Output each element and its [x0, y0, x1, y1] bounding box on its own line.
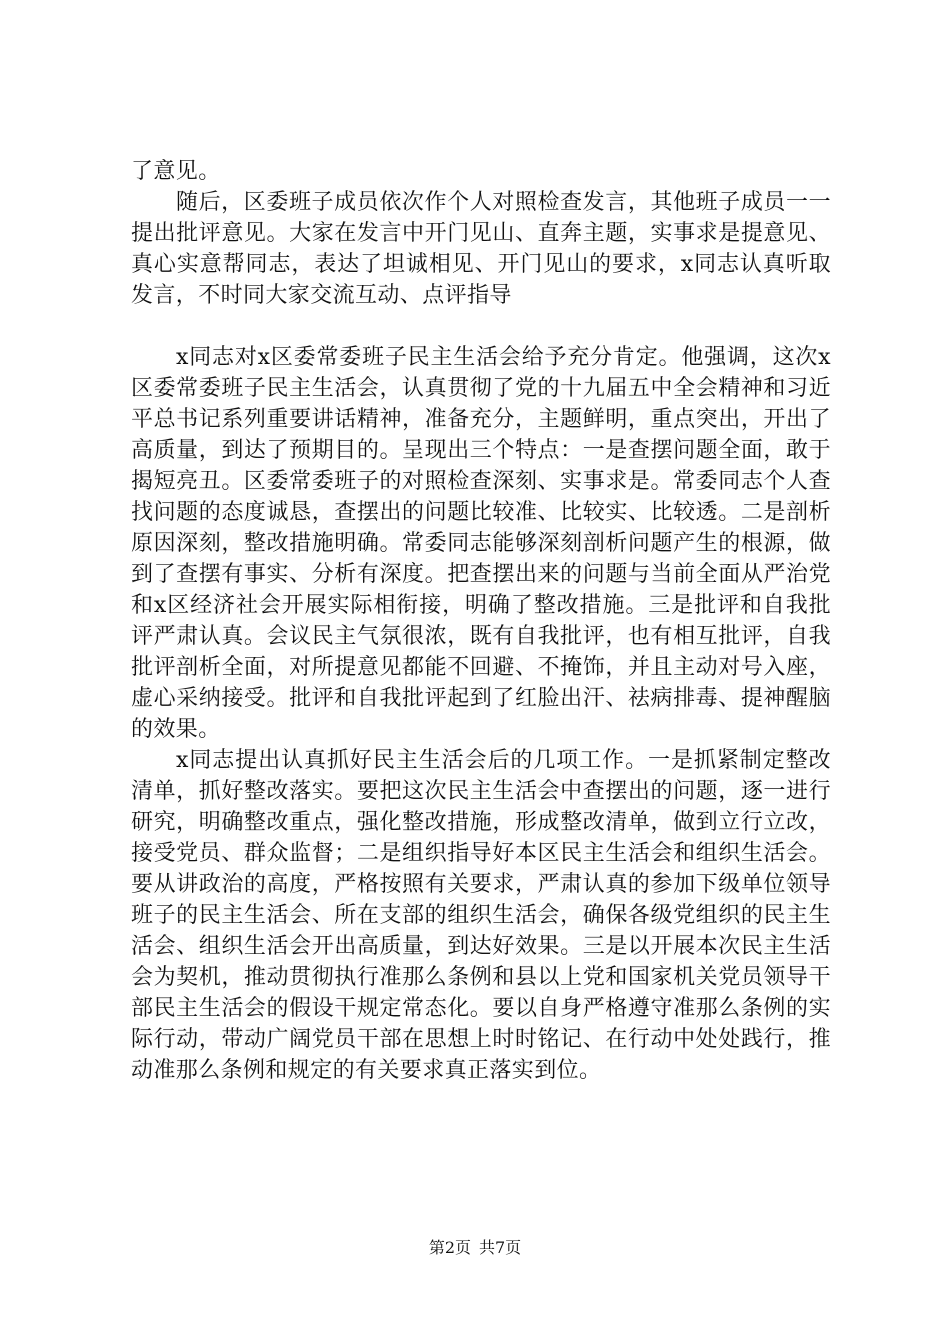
paragraph-affirmation: x同志对x区委常委班子民主生活会给予充分肯定。他强调，这次x区委常委班子民主生活会，认真贯彻了党的十九届五中全会精神和习近平总书记系列重要讲话精神，准备充分，主题鲜明，重点突出，开出了高质量，到达了预期目的。呈现出三个特点：一是查摆问题全面，敢于揭短亮丑。区委常委班子的对照检查深刻、实事求是。常委同志个人查找问题的态度诚恳，查摆出的问题比较准、比较实、比较透。二是剖析原因深刻，整改措施明确。常委同志能够深刻剖析问题产生的根源，做到了查摆有事实、分析有深度。把查摆出来的问题与当前全面从严治党和x区经济社会开展实际相衔接，明确了整改措施。三是批评和自我批评严肃认真。会议民主气氛很浓，既有自我批评，也有相互批评，自我批评剖析全面，对所提意见都能不回避、不掩饰，并且主动对号入座，虚心采纳接受。批评和自我批评起到了红脸出汗、祛病排毒、提神醒脑的效果。 [131, 345, 831, 742]
paragraph-follow-up-work: x同志提出认真抓好民主生活会后的几项工作。一是抓紧制定整改清单，抓好整改落实。要把这次民主生活会中查摆出的问题，逐一进行研究，明确整改重点，强化整改措施，形成整改清单，做到立行立改，接受党员、群众监督；二是组织指导好本区民主生活会和组织生活会。要从讲政治的高度，严格按照有关要求，严肃认真的参加下级单位领导班子的民主生活会、所在支部的组织生活会，确保各级党组织的民主生活会、组织生活会开出高质量，到达好效果。三是以开展本次民主生活会为契机，推动贯彻执行准那么条例和县以上党和国家机关党员领导干部民主生活会的假设干规定常态化。要以自身严格遵守准那么条例的实际行动，带动广阔党员干部在思想上时时铭记、在行动中处处践行，推动准那么条例和规定的有关要求真正落实到位。 [131, 748, 831, 1083]
paragraph-gap [131, 311, 831, 342]
paragraph-speeches: 随后，区委班子成员依次作个人对照检查发言，其他班子成员一一提出批评意见。大家在发言中开门见山、直奔主题，实事求是提意见、真心实意帮同志，表达了坦诚相见、开门见山的要求，x同志认真听取发言，不时同大家交流互动、点评指导 [131, 190, 831, 308]
paragraph-continuation: 了意见。 [131, 159, 221, 184]
page-number: 第2页 [428, 1238, 471, 1257]
page-total: 共7页 [479, 1238, 522, 1257]
document-body [131, 156, 831, 1086]
page-footer [0, 1238, 950, 1258]
